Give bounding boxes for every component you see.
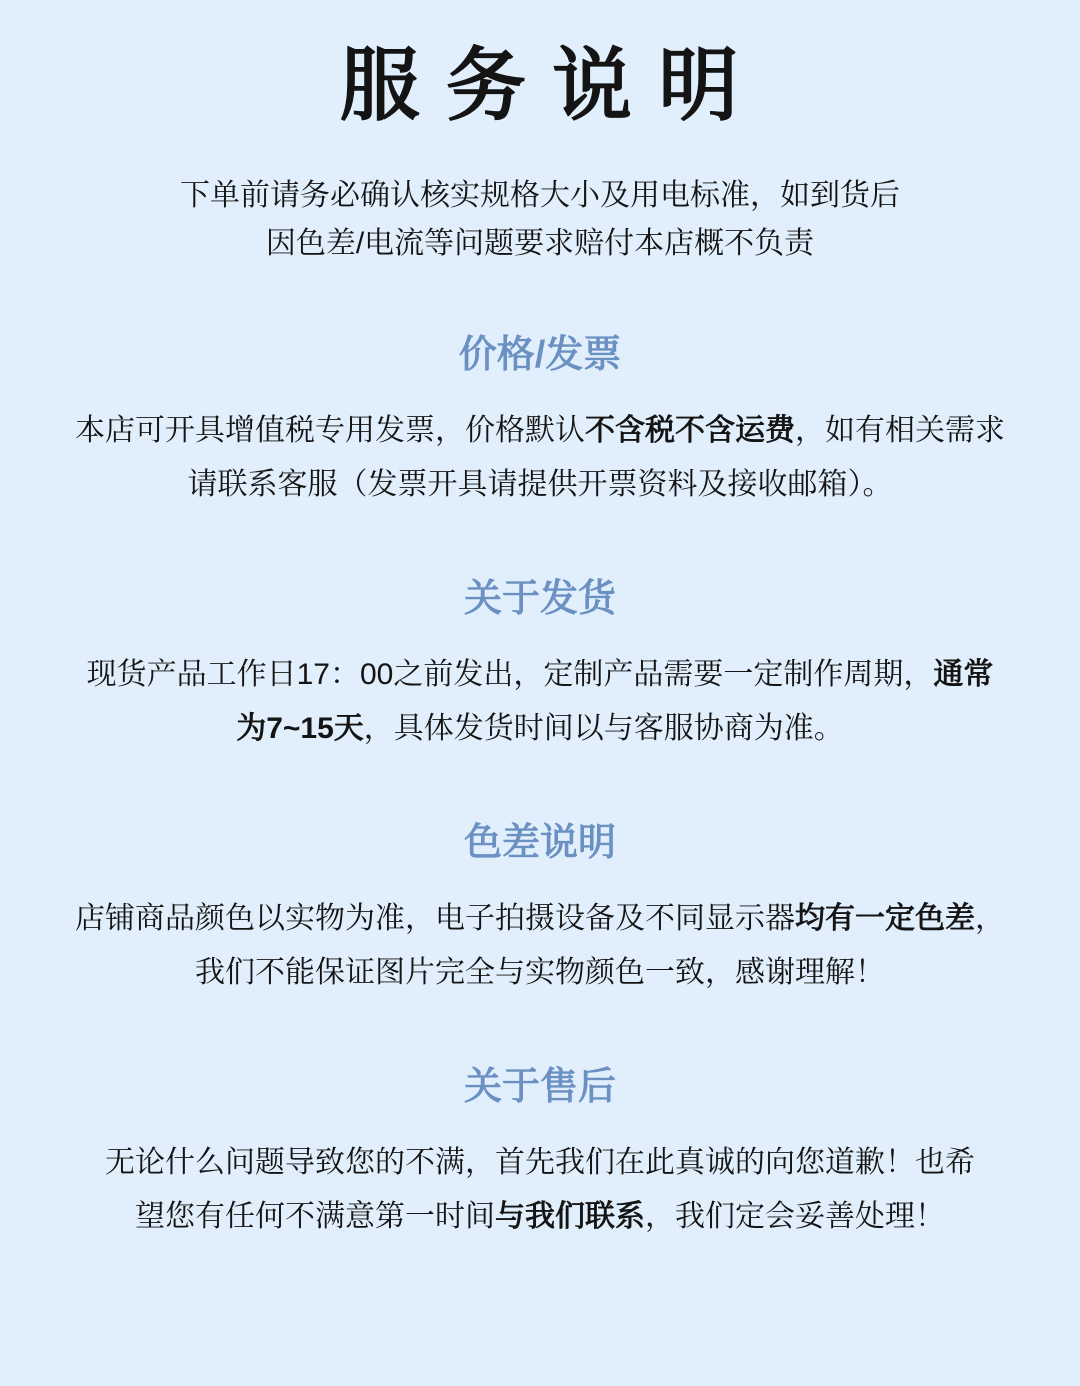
section-text-line <box>40 458 1040 512</box>
sections <box>40 332 1040 1244</box>
section-body <box>40 892 1040 1000</box>
section-after-sales <box>40 1064 1040 1244</box>
intro-disclaimer <box>40 172 1040 268</box>
section-heading: 关于发货 <box>463 578 616 620</box>
body-text: ，具体发货时间以与客服协商为准。 <box>363 712 844 745</box>
page-title: 服 务 说 明 <box>339 41 741 130</box>
section-text-line <box>40 892 1040 946</box>
section-body <box>40 1136 1040 1244</box>
section-text-line <box>40 702 1040 756</box>
section-text-line <box>40 1136 1040 1190</box>
section-heading: 价格/发票 <box>458 334 622 376</box>
emphasized-text: 通常 <box>933 658 994 691</box>
section-body <box>40 648 1040 756</box>
body-text: 无论什么问题导致您的不满，首先我们在此真诚的向您道歉！也希 <box>105 1146 975 1179</box>
emphasized-text: 与我们联系 <box>495 1200 645 1233</box>
section-text-line <box>40 648 1040 702</box>
body-text: 望您有任何不满意第一时间 <box>135 1200 495 1233</box>
section-text-line <box>40 404 1040 458</box>
body-text: 现货产品工作日17：00之前发出，定制产品需要一定制作周期， <box>86 658 934 691</box>
section-heading: 色差说明 <box>463 822 616 864</box>
intro-line: 因色差/电流等问题要求赔付本店概不负责 <box>265 227 815 260</box>
section-color-difference <box>40 820 1040 1000</box>
section-price-invoice <box>40 332 1040 512</box>
emphasized-text: 为7~15天 <box>236 712 364 745</box>
body-text: ， <box>975 902 1005 935</box>
section-shipping <box>40 576 1040 756</box>
body-text: 请联系客服（发票开具请提供开票资料及接收邮箱）。 <box>187 468 893 501</box>
body-text: 我们不能保证图片完全与实物颜色一致，感谢理解！ <box>195 956 885 989</box>
section-text-line <box>40 1190 1040 1244</box>
body-text: ，如有相关需求 <box>795 414 1005 447</box>
emphasized-text: 不含税不含运费 <box>585 414 795 447</box>
body-text: 本店可开具增值税专用发票，价格默认 <box>75 414 585 447</box>
section-body <box>40 404 1040 512</box>
section-heading: 关于售后 <box>463 1066 616 1108</box>
body-text: ，我们定会妥善处理！ <box>645 1200 945 1233</box>
intro-line: 下单前请务必确认核实规格大小及用电标准，如到货后 <box>180 179 900 212</box>
body-text: 店铺商品颜色以实物为准，电子拍摄设备及不同显示器 <box>75 902 795 935</box>
emphasized-text: 均有一定色差 <box>795 902 975 935</box>
section-text-line <box>40 946 1040 1000</box>
